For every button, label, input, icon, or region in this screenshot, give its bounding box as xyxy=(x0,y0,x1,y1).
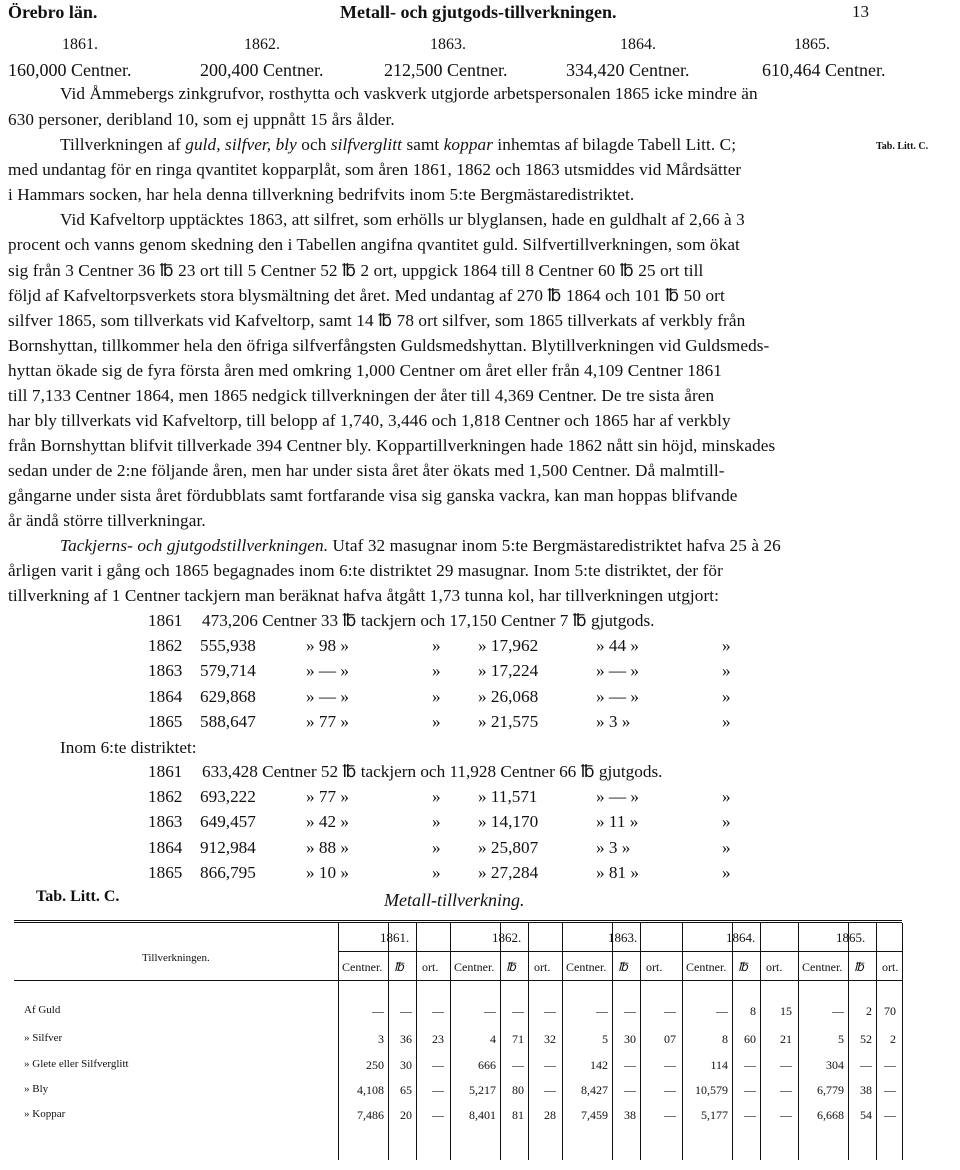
district5-cell: » 44 » xyxy=(596,636,639,655)
table-cell: — xyxy=(780,1058,792,1072)
table-cell: 30 xyxy=(400,1058,412,1072)
table-cell: 07 xyxy=(664,1032,676,1046)
table-cell: 8,401 xyxy=(469,1108,496,1122)
table-subheader: ort. xyxy=(534,960,551,974)
table-cell: — xyxy=(624,1058,636,1072)
text-line: tillverkning af 1 Centner tackjern man beräknat hafva åtgått 1,73 tunna kol, har tillverkningen utgjort: xyxy=(8,586,720,605)
text-line: sedan under de 2:ne följande åren, men har under sista året åter ökats med 1,500 Centner. Då malmtill- xyxy=(8,461,725,480)
district5-cell: » xyxy=(722,711,731,731)
district5-cell: » xyxy=(432,686,441,706)
table-rule xyxy=(902,923,903,1160)
production-value: 212,500 Centner. xyxy=(384,60,508,80)
table-cell: — xyxy=(664,1058,676,1072)
table-cell: 114 xyxy=(710,1058,728,1072)
table-cell: — xyxy=(544,1083,556,1097)
table-cell: 2 xyxy=(890,1032,896,1046)
district5-cell: » 3 » xyxy=(596,711,631,731)
district5-cell: 629,868 xyxy=(200,686,256,706)
district6-cell: » xyxy=(432,812,441,832)
district5-year: 1864 xyxy=(148,686,183,706)
district6-year: 1862 xyxy=(148,787,183,806)
table-cell: 6,668 xyxy=(817,1108,844,1122)
district5-cell: » xyxy=(722,661,731,681)
text-line: Bornshyttan, tillkommer hela den öfriga silfverfångsten Guldsmedshyttan. Blytillverkningen vid Guldsmeds- xyxy=(8,336,770,355)
district6-cell: » xyxy=(432,787,441,806)
text-line: silfver 1865, som tillverkats vid Kafveltorp, samt 14 ℔ 78 ort silfver, som 1865 tillverkats af verkbly från xyxy=(8,311,746,330)
district6-cell: » 10 » xyxy=(306,862,349,882)
table-subheader: ort. xyxy=(882,960,899,974)
table-rule xyxy=(450,923,451,1160)
table-cell: 5 xyxy=(838,1032,844,1046)
district6-cell: » 27,284 xyxy=(478,862,539,882)
table-subheader: ℔ xyxy=(506,960,516,974)
table-rule xyxy=(848,923,849,1160)
district6-label: Inom 6:te distriktet: xyxy=(60,738,197,757)
production-value: 200,400 Centner. xyxy=(200,60,324,80)
table-rule xyxy=(14,920,902,921)
table-cell: 4,108 xyxy=(357,1083,384,1097)
table-cell: — xyxy=(832,1004,844,1018)
district5-year: 1863 xyxy=(148,661,183,681)
text-line: sig från 3 Centner 36 ℔ 23 ort till 5 Centner 52 ℔ 2 ort, uppgick 1864 till 8 Centner 60 ℔ 25 ort till xyxy=(8,261,704,280)
district6-cell: » 42 » xyxy=(306,812,349,832)
district6-year: 1865 xyxy=(148,862,183,882)
table-cell: 38 xyxy=(860,1083,872,1097)
table-cell: 7,486 xyxy=(357,1108,384,1122)
district6-cell: » 77 » xyxy=(306,787,349,806)
district6-cell: » 25,807 xyxy=(478,837,539,857)
table-cell: — xyxy=(884,1083,896,1097)
table-subheader: ort. xyxy=(422,960,439,974)
district5-year: 1862 xyxy=(148,636,183,655)
district5-cell: » 17,224 xyxy=(478,661,539,681)
table-cell: — xyxy=(432,1058,444,1072)
table-cell: 30 xyxy=(624,1032,636,1046)
page-number: 13 xyxy=(852,2,869,21)
text-line: gångarne under sista året fördubblats samt fortfarande visa sig ganska vackra, kan man hoppas blifvande xyxy=(8,486,738,505)
district5-cell: » xyxy=(722,636,731,655)
table-cell: — xyxy=(716,1004,728,1018)
table-subheader: Centner. xyxy=(566,960,607,974)
district6-cell: » xyxy=(722,812,731,832)
table-subheader: ℔ xyxy=(394,960,404,974)
production-value: 160,000 Centner. xyxy=(8,60,132,80)
text-line: med undantag för en ringa qvantitet kopparplåt, som åren 1861, 1862 och 1863 utsmiddes vid Mårdsätter xyxy=(8,160,742,179)
table-cell: 8 xyxy=(722,1032,728,1046)
table-subheader: Centner. xyxy=(802,960,843,974)
table-cell: 250 xyxy=(366,1058,384,1072)
table-cell: 3 xyxy=(378,1032,384,1046)
table-cell: — xyxy=(664,1083,676,1097)
district5-year: 1861 xyxy=(148,611,183,630)
table-cell: 54 xyxy=(860,1108,872,1122)
table-cell: — xyxy=(664,1004,676,1018)
district5-cell: » — » xyxy=(306,686,349,706)
table-year-header: 1863. xyxy=(608,930,638,945)
metal-table xyxy=(14,920,902,1160)
district6-cell: 912,984 xyxy=(200,837,256,857)
district6-year: 1864 xyxy=(148,837,183,857)
district6-cell: » xyxy=(722,837,731,857)
table-cell: 6,779 xyxy=(817,1083,844,1097)
table-row-label: » Glete eller Silfverglitt xyxy=(24,1058,129,1070)
table-cell: 666 xyxy=(478,1058,496,1072)
table-cell: 7,459 xyxy=(581,1108,608,1122)
text-line: Vid Kafveltorp upptäcktes 1863, att silfret, som erhölls ur blyglansen, hade en guldhalt af 2,66 à 3 xyxy=(60,210,745,229)
table-label: Tab. Litt. C. xyxy=(36,888,120,905)
table-year-header: 1865. xyxy=(836,930,866,945)
table-subheader: ℔ xyxy=(854,960,864,974)
table-cell: 80 xyxy=(512,1083,524,1097)
text-line: i Hammars socken, har hela denna tillverkning bedrifvits inom 5:te Bergmästaredistriktet. xyxy=(8,185,635,204)
table-rule xyxy=(760,923,761,1160)
year-label: 1863. xyxy=(430,36,466,53)
table-cell: — xyxy=(884,1058,896,1072)
table-subheader: ort. xyxy=(646,960,663,974)
table-cell: — xyxy=(372,1004,384,1018)
table-cell: 52 xyxy=(860,1032,872,1046)
table-rule xyxy=(338,923,339,1160)
table-row-label: » Koppar xyxy=(24,1108,66,1120)
table-cell: 28 xyxy=(544,1108,556,1122)
text-line: Tillverkningen af guld, silfver, bly och silfverglitt samt koppar inhemtas af bilagde Tabell Litt. C; xyxy=(60,135,737,154)
district5-cell: » — » xyxy=(306,661,349,681)
table-cell: — xyxy=(512,1004,524,1018)
text-line: Tackjerns- och gjutgodstillverkningen. Utaf 32 masugnar inom 5:te Bergmästaredistriktet hafva 25 à 26 xyxy=(60,536,781,555)
district6-cell: » 81 » xyxy=(596,862,639,882)
district6-cell: » xyxy=(722,787,731,806)
district5-year: 1865 xyxy=(148,711,183,731)
table-cell: — xyxy=(432,1108,444,1122)
table-cell: 32 xyxy=(544,1032,556,1046)
district6-year: 1863 xyxy=(148,812,183,832)
table-year-header: 1864. xyxy=(726,930,756,945)
district5-cell: » 17,962 xyxy=(478,636,539,655)
table-rule xyxy=(562,923,563,1160)
district5-cell: » 77 » xyxy=(306,711,349,731)
district6-cell: » 88 » xyxy=(306,837,349,857)
district5-cell: » 26,068 xyxy=(478,686,539,706)
table-rule xyxy=(640,923,641,1160)
table-cell: — xyxy=(744,1108,756,1122)
district5-cell: » 21,575 xyxy=(478,711,539,731)
text-line: år ändå större tillverkningar. xyxy=(8,511,206,530)
table-rule xyxy=(612,923,613,1160)
table-cell: 23 xyxy=(432,1032,444,1046)
table-cell: — xyxy=(744,1058,756,1072)
district6-cell: » xyxy=(432,837,441,857)
year-label: 1864. xyxy=(620,36,656,53)
stub-header: Tillverkningen. xyxy=(142,952,210,964)
table-rule xyxy=(338,951,902,952)
text-line: årligen varit i gång och 1865 begagnades inom 6:te distriktet 29 masugnar. Inom 5:te distriktet, der för xyxy=(8,561,723,580)
table-cell: — xyxy=(544,1004,556,1018)
production-value: 610,464 Centner. xyxy=(762,60,886,80)
table-cell: 304 xyxy=(826,1058,844,1072)
year-label: 1862. xyxy=(244,36,280,53)
table-cell: 21 xyxy=(780,1032,792,1046)
table-cell: 10,579 xyxy=(695,1083,728,1097)
table-rule xyxy=(876,923,877,1160)
table-cell: 60 xyxy=(744,1032,756,1046)
table-cell: — xyxy=(596,1004,608,1018)
district5-cell: 588,647 xyxy=(200,711,256,731)
margin-note: Tab. Litt. C. xyxy=(876,141,929,152)
district6-cell: » 11,571 xyxy=(478,787,538,806)
table-cell: 5,217 xyxy=(469,1083,496,1097)
district6-cell: » xyxy=(432,862,441,882)
text-line: från Bornshyttan blifvit tillverkade 394 Centner bly. Koppartillverkningen hade 1862 nått sin höjd, minskades xyxy=(8,436,776,455)
table-row-label: » Bly xyxy=(24,1083,49,1095)
district5-cell: » 98 » xyxy=(306,636,349,655)
table-rule xyxy=(14,980,902,981)
text-line: har bly tillverkats vid Kafveltorp, till belopp af 1,740, 3,446 och 1,818 Centner och 1865 har af verkbly xyxy=(8,411,731,430)
district6-cell: » 11 » xyxy=(596,812,639,832)
district6-cell: » — » xyxy=(596,787,639,806)
district5-cell: » xyxy=(722,686,731,706)
district5-cell: » — » xyxy=(596,686,639,706)
table-cell: 5 xyxy=(602,1032,608,1046)
district5-cell: » xyxy=(432,661,441,681)
table-row-label: » Silfver xyxy=(24,1032,63,1044)
table-cell: 20 xyxy=(400,1108,412,1122)
table-cell: 71 xyxy=(512,1032,524,1046)
text-line: hyttan ökade sig de fyra första åren med omkring 1,000 Centner om året eller från 4,109 Centner 1861 xyxy=(8,361,722,380)
table-rule xyxy=(388,923,389,1160)
table-subheader: ℔ xyxy=(618,960,628,974)
district6-cell: 693,222 xyxy=(200,787,256,806)
table-cell: 70 xyxy=(884,1004,896,1018)
table-cell: — xyxy=(860,1058,872,1072)
table-subheader: ort. xyxy=(766,960,783,974)
table-cell: — xyxy=(884,1108,896,1122)
table-rule xyxy=(528,923,529,1160)
table-cell: — xyxy=(512,1058,524,1072)
table-cell: 4 xyxy=(490,1032,496,1046)
text-line: procent och vanns genom skedning den i Tabellen angifna qvantitet guld. Silfvertillverkningen, som ökat xyxy=(8,235,740,254)
table-rule xyxy=(14,922,902,923)
table-cell: — xyxy=(624,1004,636,1018)
table-year-header: 1862. xyxy=(492,930,522,945)
text-line: följd af Kafveltorpsverkets stora blysmältning det året. Med undantag af 270 ℔ 1864 och 101 ℔ 50 ort xyxy=(8,286,725,305)
year-label: 1865. xyxy=(794,36,830,53)
district6-cell: » xyxy=(722,862,731,882)
table-row-label: Af Guld xyxy=(24,1004,61,1016)
table-cell: — xyxy=(780,1108,792,1122)
year-label: 1861. xyxy=(62,36,98,53)
table-rule xyxy=(416,923,417,1160)
table-cell: — xyxy=(432,1004,444,1018)
header-title: Metall- och gjutgods-tillverkningen. xyxy=(340,2,617,22)
table-title: Metall-tillverkning. xyxy=(384,890,525,910)
table-cell: — xyxy=(744,1083,756,1097)
district6-cell: 649,457 xyxy=(200,812,256,832)
table-cell: — xyxy=(780,1083,792,1097)
table-rule xyxy=(732,923,733,1160)
text-line: till 7,133 Centner 1864, men 1865 nedgick tillverkningen der åter till 4,369 Centner. De tre sista åren xyxy=(8,386,715,405)
header-county: Örebro län. xyxy=(8,2,98,22)
table-cell: 5,177 xyxy=(701,1108,728,1122)
text-line: 630 personer, deribland 10, som ej uppnått 15 års ålder. xyxy=(8,110,395,129)
table-rule xyxy=(798,923,799,1160)
district5-row-text: 473,206 Centner 33 ℔ tackjern och 17,150 Centner 7 ℔ gjutgods. xyxy=(202,611,655,630)
table-cell: 142 xyxy=(590,1058,608,1072)
district5-cell: » xyxy=(432,711,441,731)
table-rule xyxy=(500,923,501,1160)
district6-year: 1861 xyxy=(148,762,183,781)
table-cell: — xyxy=(432,1083,444,1097)
district5-cell: 555,938 xyxy=(200,636,256,655)
table-subheader: ℔ xyxy=(738,960,748,974)
table-cell: — xyxy=(624,1083,636,1097)
table-cell: — xyxy=(544,1058,556,1072)
table-cell: 8,427 xyxy=(581,1083,608,1097)
table-cell: 38 xyxy=(624,1108,636,1122)
table-cell: 15 xyxy=(780,1004,792,1018)
text-line: Vid Åmmebergs zinkgrufvor, rosthytta och vaskverk utgjorde arbetspersonalen 1865 icke mindre än xyxy=(60,84,758,103)
table-cell: 8 xyxy=(750,1004,756,1018)
table-cell: — xyxy=(484,1004,496,1018)
district5-cell: 579,714 xyxy=(200,661,256,681)
district5-cell: » xyxy=(432,636,441,655)
district6-cell: 866,795 xyxy=(200,862,256,882)
table-subheader: Centner. xyxy=(686,960,727,974)
table-cell: 81 xyxy=(512,1108,524,1122)
table-cell: 65 xyxy=(400,1083,412,1097)
district6-cell: » 14,170 xyxy=(478,812,539,832)
table-rule xyxy=(682,923,683,1160)
table-cell: — xyxy=(400,1004,412,1018)
table-subheader: Centner. xyxy=(342,960,383,974)
district6-cell: » 3 » xyxy=(596,837,631,857)
district5-cell: » — » xyxy=(596,661,639,681)
district6-row-text: 633,428 Centner 52 ℔ tackjern och 11,928 Centner 66 ℔ gjutgods. xyxy=(202,762,663,781)
table-subheader: Centner. xyxy=(454,960,495,974)
table-cell: 2 xyxy=(866,1004,872,1018)
production-value: 334,420 Centner. xyxy=(566,60,690,80)
table-year-header: 1861. xyxy=(380,930,410,945)
table-cell: 36 xyxy=(400,1032,412,1046)
table-cell: — xyxy=(664,1108,676,1122)
